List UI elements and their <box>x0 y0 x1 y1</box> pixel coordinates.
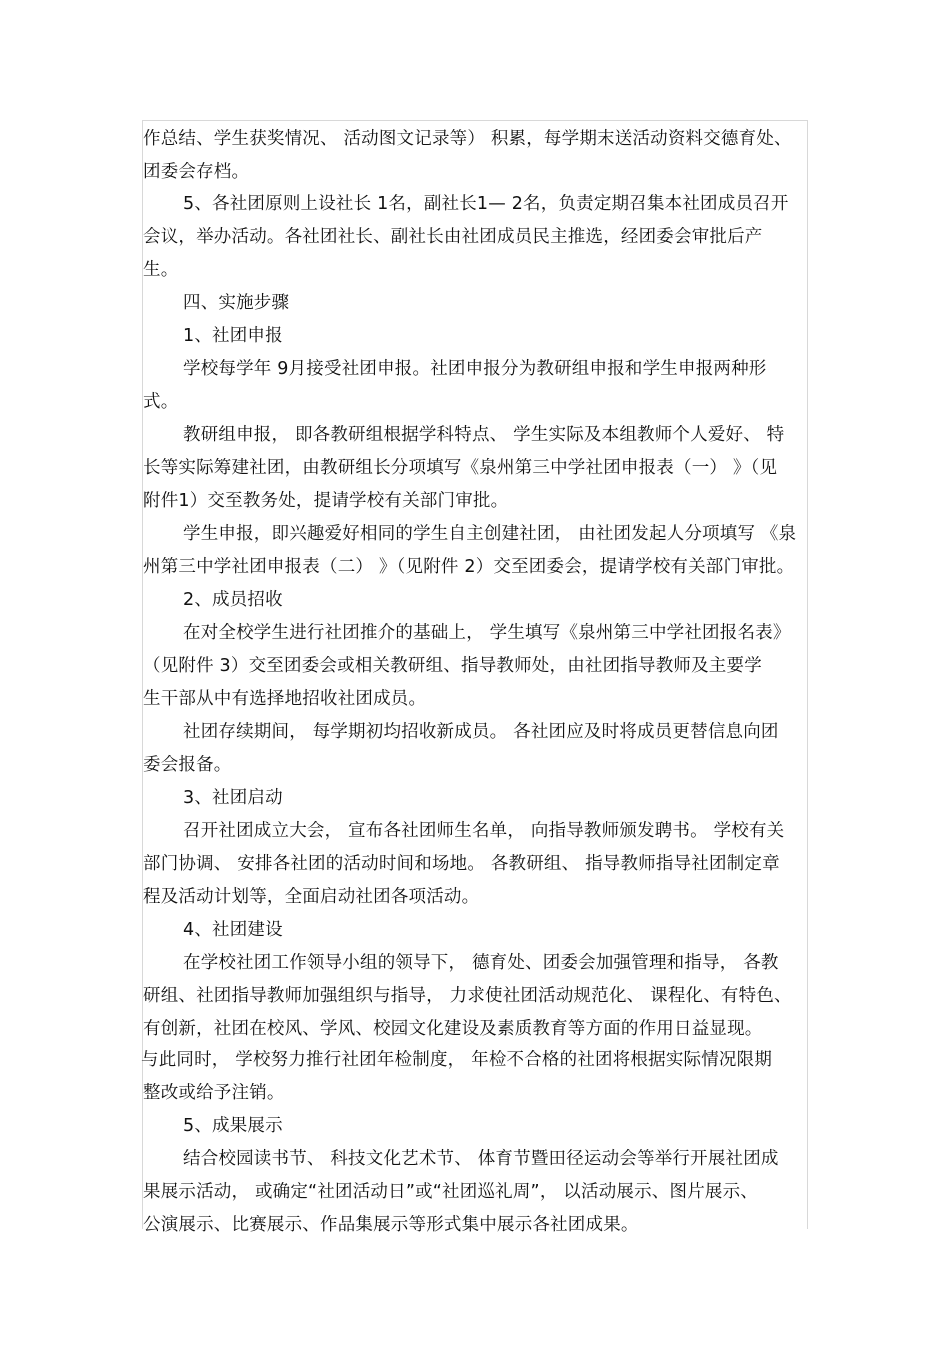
text-line: 程及活动计划等，全面启动社团各项活动。 <box>143 887 480 907</box>
subsection-heading: 4、社团建设 <box>183 920 283 940</box>
text-line: 召开社团成立大会， 宣布各社团师生名单， 向指导教师颁发聘书。 学校有关 <box>183 821 785 841</box>
subsection-heading: 3、社团启动 <box>183 788 283 808</box>
subsection-heading: 2、成员招收 <box>183 590 283 610</box>
subsection-heading: 5、成果展示 <box>183 1116 283 1136</box>
subsection-heading: 1、社团申报 <box>183 326 283 346</box>
text-line: 结合校园读书节、 科技文化艺术节、 体育节暨田径运动会等举行开展社团成 <box>183 1149 779 1169</box>
text-line: 委会报备。 <box>143 755 232 775</box>
text-line: 5、各社团原则上设社长 1名，副社长1— 2名，负责定期召集本社团成员召开 <box>183 194 789 214</box>
text-line: 教研组申报， 即各教研组根据学科特点、 学生实际及本组教师个人爱好、 特 <box>183 425 785 445</box>
section-heading: 四、实施步骤 <box>183 293 290 313</box>
text-line: 果展示活动， 或确定“社团活动日”或“社团巡礼周”， 以活动展示、图片展示、 <box>143 1182 758 1202</box>
text-line: 公演展示、比赛展示、作品集展示等形式集中展示各社团成果。 <box>143 1215 639 1235</box>
text-line: 研组、社团指导教师加强组织与指导， 力求使社团活动规范化、 课程化、有特色、 <box>143 986 792 1006</box>
text-line: 会议，举办活动。各社团社长、副社长由社团成员民主推选，经团委会审批后产 <box>143 227 763 247</box>
text-line: 团委会存档。 <box>143 162 250 182</box>
text-line: 生。 <box>143 260 179 280</box>
text-line: 整改或给予注销。 <box>143 1083 285 1103</box>
text-line: 学校每学年 9月接受社团申报。社团申报分为教研组申报和学生申报两种形 <box>183 359 767 379</box>
text-line: 与此同时， 学校努力推行社团年检制度， 年检不合格的社团将根据实际情况限期 <box>141 1050 773 1070</box>
text-line: 有创新，社团在校风、学风、校园文化建设及素质教育等方面的作用日益显现。 <box>143 1019 763 1039</box>
text-line: 州第三中学社团申报表（二） 》（见附件 2）交至团委会，提请学校有关部门审批。 <box>143 557 795 577</box>
text-line: 附件1）交至教务处，提请学校有关部门审批。 <box>143 491 509 511</box>
text-line: 作总结、学生获奖情况、 活动图文记录等） 积累，每学期末送活动资料交德育处、 <box>143 129 792 149</box>
text-line: 生干部从中有选择地招收社团成员。 <box>143 689 427 709</box>
text-line: 在学校社团工作领导小组的领导下， 德育处、团委会加强管理和指导， 各教 <box>183 953 779 973</box>
text-line: 部门协调、 安排各社团的活动时间和场地。 各教研组、 指导教师指导社团制定章 <box>143 854 780 874</box>
text-line: 式。 <box>143 392 179 412</box>
text-line: 学生申报，即兴趣爱好相同的学生自主创建社团， 由社团发起人分项填写 《泉 <box>183 524 797 544</box>
text-line: 在对全校学生进行社团推介的基础上， 学生填写《泉州第三中学社团报名表》 <box>183 623 791 643</box>
text-line: 社团存续期间， 每学期初均招收新成员。 各社团应及时将成员更替信息向团 <box>183 722 779 742</box>
text-line: （见附件 3）交至团委会或相关教研组、指导教师处，由社团指导教师及主要学 <box>143 656 762 676</box>
text-line: 长等实际筹建社团，由教研组长分项填写《泉州第三中学社团申报表（一） 》（见 <box>143 458 778 478</box>
